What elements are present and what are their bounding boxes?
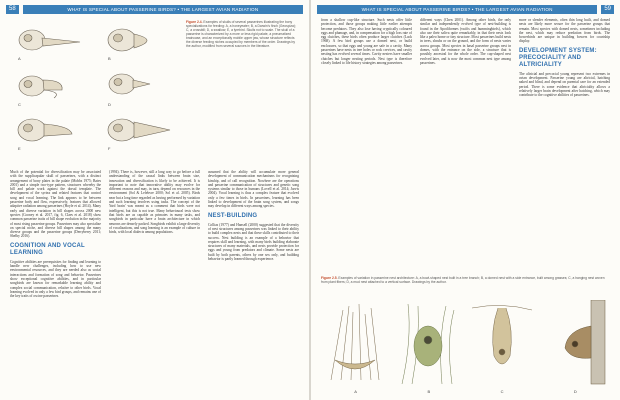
figure-caption-text: Examples of variation in passerine nest architecture: A, a bowl-shaped nest built in a tree branch; B, a domed nest with a side entrance, built among grasses; C, a hanging nest woven from plant fibers; D, a mud nest attached to a vertical surface. Drawings by the author. [321,276,605,284]
skull-figure [10,18,178,166]
nest-illustration-d [541,300,610,394]
section-heading: COGNITION AND VOCAL LEARNING [10,242,85,256]
skull-f [108,119,170,141]
nest-label: C [500,389,504,394]
paragraph: from a shallow cup-like structure. Such nests offer little protection, and those groups making little earlier attempts become predators. They also lose having cryptically coloured eggs and plumage, and, in compensation for a high loss rate of egg clutches, these birds often produce larger clutches (Lack 1968). A few bird groups use a domed nest, or build enclosures, so that eggs and young are safe in a cavity. Many passerines have nests in tree holes or rock crevices, and cavity nesting has evolved several times. Cavity nesters have smaller clutches but longer nesting periods. Nest type is therefore closely linked to life history strategies among passerines. [321,18,412,65]
body-columns [10,170,299,394]
section-heading: DEVELOPMENT SYSTEM: PRECOCIALITY AND ALTRICIALITY [519,47,597,68]
nest-illustration-b [394,300,463,394]
column-2 [420,18,511,272]
nest-drawing [321,300,389,386]
skull-drawings [10,18,178,166]
running-head-text: WHAT IS SPECIAL ABOUT PASSERINE BIRDS? • THE LARGEST AVIAN RADIATION [317,5,597,14]
skull-a [19,30,80,50]
nest-label: D [573,389,577,394]
paragraph: The altricial and precocial young represent two extremes in avian development. Passerine young are altricial, hatching naked and blind, and depend on parental care for an extended period. There is some evidence that altriciality allows a relatively larger brain development after hatching, which may contribute to the cognitive abilities of passerines. [519,71,610,98]
nest-illustration-a [321,300,390,394]
paragraph: (1994). There is, however, still a long way to go before a full understanding of the causal links between brain size, innovation and diversification is likely to be achieved. It is important to note that innovative ability may evolve for different reasons and may, in turn, depend on resources in the environment (Sol & Lefebvre 2000; Sol et al. 2005). Birds near but a long time regarded as having performed by variation and such learning involves using tasks. The concept of the 'bird brain' was meant as a comment that birds were not intelligent, but this is not true. Many behavioural tests show that birds are as capable as primates in many tasks, and songbirds in particular have a brain architecture in which neurons are densely packed. Songbirds exhibit a large diversity of vocalizations, and song learning is an example of culture in birds, with local dialects among populations. [109,170,200,235]
paragraph: different ways (Chen 2001). Among other birds, the only similar and independently evolved type of nest-building is found in the Apodiformes (swifts and hummingbirds), which also use their saliva quite remarkably, in that their nests look like a paleo home or tiny structure. Most passerines build nests in trees, shrubs or on the ground, and the form of nests varies across groups. Most species in basal passerine groups nest in domes, with the entrance on the side, a structure that is possibly ancestral for the whole order. The cup-shaped nest evolved later, and is now the most common nest type among passerines. [420,18,511,65]
skull-e [18,119,72,141]
figure-caption-title: Figure 2.4. [186,20,203,24]
column-2 [109,170,200,394]
right-page [311,0,620,400]
paragraph: more or slender elements, often thin long built, and domed nests are likely more secure for the passerine groups that remain. Most species with domed nests, sometimes including the nest, which may reduce predation from birds. The bowerbirds are unique in building bowers for courtship display. [519,18,610,44]
skull-d [109,74,150,94]
nest-drawing [541,300,609,386]
column-3 [208,170,299,394]
running-head-text: WHAT IS SPECIAL ABOUT PASSERINE BIRDS? • THE LARGEST AVIAN RADIATION [23,5,303,14]
body-columns [321,18,610,272]
skull-label: F [108,146,111,151]
skull-b [108,29,147,51]
skull-label: E [18,146,21,151]
column-1 [10,170,101,394]
figure-caption-title: Figure 2.5. [321,276,338,280]
skull-label: D [108,102,111,107]
skull-c [19,76,62,98]
page-number: 58 [6,5,19,14]
paragraph: assumed that the ability will accumulate more general development of communication mechanisms for recognizing kinship, and of call recognition. Nowhere are the operations and passerine communication of structures and genetic song systems similar to those in humans (Lovell et al. 2014; Jarvis 2004). Vocal learning is thus a complex feature that evolved only a few times in birds. In passerines, learning has been linked to development of the brain song system, and songs may develop in different ways among species. [208,170,299,209]
page-number: 59 [601,5,614,14]
column-1 [321,18,412,272]
paragraph: Much of the potential for diversification may be associated with the supplicapular skull of passerines, with a distinct arrangement of bony plates in the palate (Mobbs 1975; Bates 2001) and a simple two-type pattern, structures whereby the bill and palate work against the dorsal template. The development of the syrinx and related features that control song and vocal learning. The link appears to be between passerine body and flow, expressively, features that allowed adaptive radiation among passerines (Hoyle et al. 2014). Many early and diverse variation in bill shapes across 2000 new species (Cooney et al. 2017, fig. 6, Claes et al. 2018) show common passerine traits of bill shape evolution in the majority of most rising passerine groups. Passerines may also specialize on special niche, and diverse bill shapes among the many diverse groups and the passerine groups (Derryberry 2011; Shelby 2016). [10,170,101,239]
nest-label: B [427,389,431,394]
running-header [6,4,303,14]
figure-caption [321,276,610,298]
figure-caption [186,20,299,48]
skull-label: C [18,102,21,107]
nest-figure [321,300,610,394]
nest-label: A [354,389,357,394]
section-heading: NEST-BUILDING [208,212,258,219]
nest-drawing [468,300,536,386]
nest-drawing [394,300,462,386]
column-3 [519,18,610,272]
skull-label: B [108,56,111,61]
paragraph: Collias (1977) and Hansell (2000) suggested that the diversity of nest structures among passerines was linked to their ability to build complex nests and that these skills contributed to their success. Nest building is an example of a behavior that requires skill and learning, with many birds building elaborate structures of many materials, and nests provide protection for eggs and young from predators and climate. Some nests are built by both parents, others by one sex only, and building behavior is partly learned through experience. [208,222,299,262]
nest-illustration-c [468,300,537,394]
paragraph: Cognitive abilities are prerequisites for finding and learning to handle new challenges, including how to use new environmental resources, and they are needed also as social interactions and formation of song and behavior. Passerines show exceptional cognitive abilities, and in particular songbirds are known for remarkable learning ability and complex social communication, relative to other birds. Vocal learning evolved in only a few bird groups, and remains one of the key traits of oscine passerines. [10,259,101,299]
running-header [317,4,614,14]
skull-label: A [18,56,21,61]
figure-caption-text: Examples of skulls of several passerines illustrating the bony specializations for feeding: A, a honeyeater; B, a Darwin's finch (Geospiza); C, a crossbill; D, a swallow; E, a lyrebird. Skulls not to scale. The skull of a passerine is characterized by a more or less rigid palate, a pneumatized braincase, and an exceptionally mobile upper jaw, whose structure reflects the diverse feeding niches occupied by members of the order. Drawings by the author, modified from several sources in the literature. [186,20,296,48]
left-page [0,0,309,400]
